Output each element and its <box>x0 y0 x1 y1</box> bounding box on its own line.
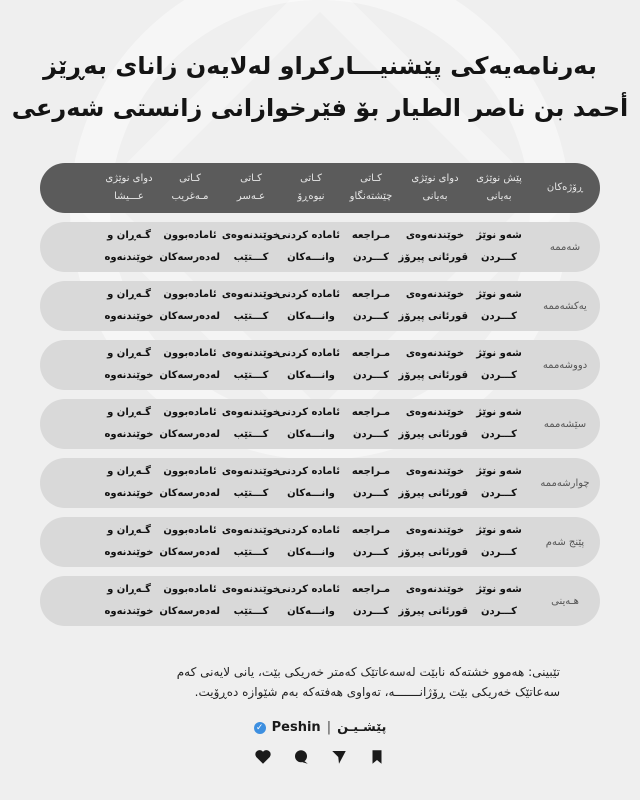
schedule-cell: خوێندنەوەی قورئانی پیرۆز <box>398 348 468 381</box>
day-label: هـەینی <box>551 595 579 607</box>
header-asr: کـاتی عـەسر <box>236 173 266 202</box>
telegram-icon[interactable] <box>330 748 348 766</box>
schedule-cell: مـراجعە کـــردن <box>351 348 391 381</box>
schedule-day-row <box>40 222 600 272</box>
schedule-cell: شەو نوێژ کـــردن <box>476 348 522 381</box>
schedule-cell: شەو نوێژ کـــردن <box>476 230 522 263</box>
schedule-cell: گـەڕان و خوێندنەوە <box>104 289 154 322</box>
schedule-cell: ئامادەبوون لەدەرسەکان <box>159 348 220 381</box>
schedule-cell: خوێندنەوەی کـــتێب <box>221 348 281 381</box>
schedule-day-row <box>40 458 600 508</box>
schedule-cell: گـەڕان و خوێندنەوە <box>104 525 154 558</box>
schedule-day-row <box>40 340 600 390</box>
schedule-cell: مـراجعە کـــردن <box>351 230 391 263</box>
brand-signature <box>0 720 640 735</box>
brand-name-latin: Peshin <box>271 720 321 735</box>
social-icons <box>0 748 640 766</box>
header-after-isha: دوای نوێژی عـــیشا <box>105 173 153 202</box>
page-title-line2: أحمد بن ناصر الطیار بۆ فێرخوازانی زانستی شەرعی <box>11 94 629 122</box>
schedule-cell: شەو نوێژ کـــردن <box>476 466 522 499</box>
chat-icon[interactable] <box>292 748 310 766</box>
schedule-day-row <box>40 281 600 331</box>
schedule-cell: خوێندنەوەی کـــتێب <box>221 525 281 558</box>
heart-icon[interactable] <box>254 748 272 766</box>
day-label: یەکشەممە <box>543 300 587 312</box>
footnote-line2: سەعاتێک خەریکی بێت ڕۆژانـــــــە، تەواوی هەفتەکە بەم شێوازە دەڕۆیت. <box>194 685 560 699</box>
schedule-cell: خوێندنەوەی قورئانی پیرۆز <box>398 230 468 263</box>
schedule-cell: گـەڕان و خوێندنەوە <box>104 407 154 440</box>
schedule-day-row <box>40 517 600 567</box>
day-label: پێنج شەم <box>545 536 585 548</box>
header-before-fajr: پێش نوێژی بەیانی <box>476 173 522 202</box>
schedule-cell: ئامادە کردنی وانـــەکان <box>276 348 340 381</box>
bookmark-icon[interactable] <box>368 748 386 766</box>
header-forenoon: کـاتی چێشتەنگاو <box>349 173 393 202</box>
schedule-cell: ئامادە کردنی وانـــەکان <box>276 289 340 322</box>
schedule-cell: ئامادە کردنی وانـــەکان <box>276 407 340 440</box>
day-label: چوارشەممە <box>540 477 590 489</box>
header-maghrib: کـاتی مـەغریب <box>171 173 209 202</box>
schedule-cell: خوێندنەوەی قورئانی پیرۆز <box>398 525 468 558</box>
day-label: سێشەممە <box>543 418 587 430</box>
schedule-cell: خوێندنەوەی قورئانی پیرۆز <box>398 289 468 322</box>
schedule-cell: شەو نوێژ کـــردن <box>476 289 522 322</box>
day-label: دووشەممە <box>542 359 588 371</box>
schedule-cell: مـراجعە کـــردن <box>351 466 391 499</box>
schedule-day-row <box>40 576 600 626</box>
schedule-cell: مـراجعە کـــردن <box>351 525 391 558</box>
verified-check-icon: ✓ <box>254 722 266 734</box>
schedule-day-row <box>40 399 600 449</box>
schedule-cell: گـەڕان و خوێندنەوە <box>104 466 154 499</box>
schedule-cell: شەو نوێژ کـــردن <box>476 407 522 440</box>
schedule-cell: ئامادەبوون لەدەرسەکان <box>159 407 220 440</box>
schedule-cell: ئامادە کردنی وانـــەکان <box>276 230 340 263</box>
schedule-cell: خوێندنەوەی کـــتێب <box>221 289 281 322</box>
schedule-cell: خوێندنەوەی کـــتێب <box>221 584 281 617</box>
schedule-cell: خوێندنەوەی کـــتێب <box>221 230 281 263</box>
schedule-cell: خوێندنەوەی کـــتێب <box>221 466 281 499</box>
schedule-cell: ئامادەبوون لەدەرسەکان <box>159 230 220 263</box>
schedule-cell: ئامادەبوون لەدەرسەکان <box>159 466 220 499</box>
schedule-cell: شەو نوێژ کـــردن <box>476 584 522 617</box>
schedule-cell: ئامادە کردنی وانـــەکان <box>276 466 340 499</box>
schedule-cell: خوێندنەوەی قورئانی پیرۆز <box>398 466 468 499</box>
brand-separator: | <box>326 720 332 735</box>
schedule-cell: مـراجعە کـــردن <box>351 289 391 322</box>
schedule-cell: مـراجعە کـــردن <box>351 584 391 617</box>
schedule-cell: خوێندنەوەی قورئانی پیرۆز <box>398 584 468 617</box>
schedule-cell: مـراجعە کـــردن <box>351 407 391 440</box>
footnote-line1: تێبینی: هەموو خشتەکە نابێت لەسەعاتێک کەمتر خەریکی بێت، یانی لایەنی کەم <box>176 665 560 679</box>
header-days: ڕۆژەکان <box>546 182 584 193</box>
schedule-cell: ئامادەبوون لەدەرسەکان <box>159 289 220 322</box>
header-noon: کـاتی نیوەڕۆ <box>297 173 325 202</box>
schedule-cell: ئامادە کردنی وانـــەکان <box>276 525 340 558</box>
schedule-header-row <box>40 163 600 213</box>
schedule-cell: ئامادەبوون لەدەرسەکان <box>159 525 220 558</box>
schedule-cell: گـەڕان و خوێندنەوە <box>104 584 154 617</box>
schedule-cell: خوێندنەوەی کـــتێب <box>221 407 281 440</box>
day-label: شەممە <box>549 241 581 253</box>
schedule-cell: ئامادەبوون لەدەرسەکان <box>159 584 220 617</box>
schedule-cell: گـەڕان و خوێندنەوە <box>104 348 154 381</box>
brand-name-kurdish: پێشـیـن <box>337 720 387 735</box>
schedule-cell: شەو نوێژ کـــردن <box>476 525 522 558</box>
schedule-cell: گـەڕان و خوێندنەوە <box>104 230 154 263</box>
page-title-line1: بەرنامەیەکی پێشنیـــارکراو لەلایەن زانای بەڕێز <box>43 52 597 80</box>
header-after-fajr: دوای نوێژی بەیانی <box>411 173 459 202</box>
schedule-cell: ئامادە کردنی وانـــەکان <box>276 584 340 617</box>
schedule-cell: خوێندنەوەی قورئانی پیرۆز <box>398 407 468 440</box>
footnote <box>80 662 560 702</box>
